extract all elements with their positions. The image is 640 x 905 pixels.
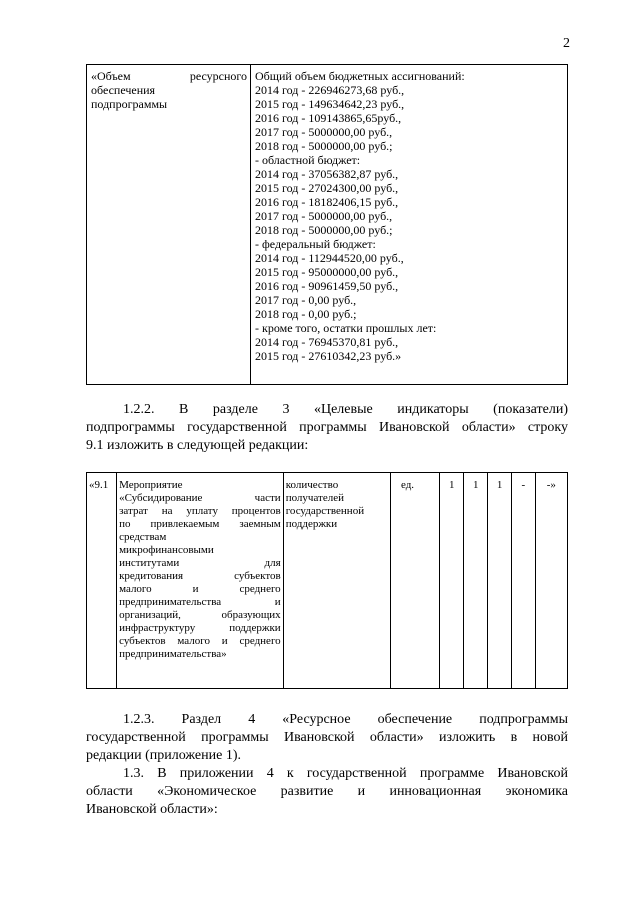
measure-name-cell	[117, 473, 284, 689]
indicator-line: поддержки	[285, 518, 338, 530]
measure-line: «Субсидирование части	[119, 492, 281, 504]
resource-label-line: подпрограммы	[91, 97, 168, 111]
resource-line: - федеральный бюджет:	[255, 237, 376, 251]
resource-table	[86, 64, 568, 385]
paragraph-line: редакции (приложение 1).	[86, 748, 241, 763]
page-number: 2	[563, 36, 570, 51]
resource-line: - областной бюджет:	[255, 153, 361, 167]
resource-line: 2015 год - 27610342,23 руб.»	[255, 349, 402, 363]
measure-line: затрат на уплату процентов	[119, 505, 281, 517]
resource-line: 2016 год - 18182406,15 руб.,	[255, 195, 399, 209]
indicator-line: получателей	[285, 492, 344, 504]
measure-line: микрофинансовыми	[119, 544, 214, 556]
paragraph-line: 1.2.3. Раздел 4 «Ресурсное обеспечение подпрограммы	[123, 712, 568, 727]
measure-line: средствам	[119, 531, 167, 543]
resource-line: 2018 год - 5000000,00 руб.;	[255, 139, 393, 153]
measure-line: инфраструктуру поддержки	[119, 622, 281, 634]
measure-line: институтами для	[119, 557, 281, 569]
value-cell: -	[512, 473, 536, 689]
measure-line: малого и среднего	[119, 583, 281, 595]
measure-title: Мероприятие	[119, 479, 183, 491]
resource-line: 2015 год - 27024300,00 руб.,	[255, 181, 399, 195]
measure-line: кредитования субъектов	[119, 570, 281, 582]
paragraph-line: 1.3. В приложении 4 к государственной программе Ивановской	[123, 766, 568, 781]
resource-line: 2017 год - 0,00 руб.,	[255, 293, 357, 307]
paragraph-line: 1.2.2. В разделе 3 «Целевые индикаторы (показатели)	[123, 402, 568, 417]
value-cell: 1	[464, 473, 488, 689]
resource-line: 2016 год - 109143865,65руб.,	[255, 111, 402, 125]
paragraph-1-2-2	[86, 401, 568, 455]
measure-line: по привлекаемым заемным	[119, 518, 281, 530]
measure-line: организаций, образующих	[119, 609, 281, 621]
resource-line: 2018 год - 0,00 руб.;	[255, 307, 357, 321]
measure-line: предпринимательства»	[119, 648, 227, 660]
resource-label-line: «Объем ресурсного	[91, 69, 247, 83]
indicator-table	[86, 472, 568, 689]
resource-line: 2017 год - 5000000,00 руб.,	[255, 209, 393, 223]
indicator-line: количество	[285, 479, 339, 491]
resource-line: 2014 год - 37056382,87 руб.,	[255, 167, 399, 181]
resource-line: 2017 год - 5000000,00 руб.,	[255, 125, 393, 139]
measure-line: субъектов малого и среднего	[119, 635, 281, 647]
resource-line: 2018 год - 5000000,00 руб.;	[255, 223, 393, 237]
paragraph-line: области «Экономическое развитие и инновационная экономика	[86, 784, 568, 799]
measure-line: предпринимательства и	[119, 596, 281, 608]
measure-description	[119, 492, 281, 661]
paragraph-1-2-3	[86, 711, 568, 765]
row-number-cell: «9.1	[87, 473, 117, 689]
paragraph-line: 9.1 изложить в следующей редакции:	[86, 438, 309, 453]
paragraph-1-3	[86, 765, 568, 819]
resource-line: 2016 год - 90961459,50 руб.,	[255, 279, 399, 293]
paragraph-line: Ивановской области»:	[86, 802, 218, 817]
resource-label-line: обеспечения	[91, 83, 156, 97]
resource-content-cell	[251, 65, 568, 385]
paragraph-line: государственной программы Ивановской области» изложить в новой	[86, 730, 568, 745]
resource-line: 2015 год - 149634642,23 руб.,	[255, 97, 405, 111]
unit-cell: ед.	[390, 473, 439, 689]
value-cell: 1	[488, 473, 512, 689]
indicator-cell	[283, 473, 390, 689]
resource-line: 2014 год - 76945370,81 руб.,	[255, 335, 399, 349]
resource-label-cell	[87, 65, 251, 385]
paragraph-line: подпрограммы государственной программы Ивановской области» строку	[86, 420, 568, 435]
resource-line: - кроме того, остатки прошлых лет:	[255, 321, 437, 335]
resource-line: 2014 год - 112944520,00 руб.,	[255, 251, 404, 265]
resource-line: 2015 год - 95000000,00 руб.,	[255, 265, 399, 279]
value-cell: 1	[440, 473, 464, 689]
indicator-line: государственной	[285, 505, 365, 517]
resource-line: Общий объем бюджетных ассигнований:	[255, 69, 465, 83]
value-cell: -»	[535, 473, 567, 689]
resource-line: 2014 год - 226946273,68 руб.,	[255, 83, 405, 97]
